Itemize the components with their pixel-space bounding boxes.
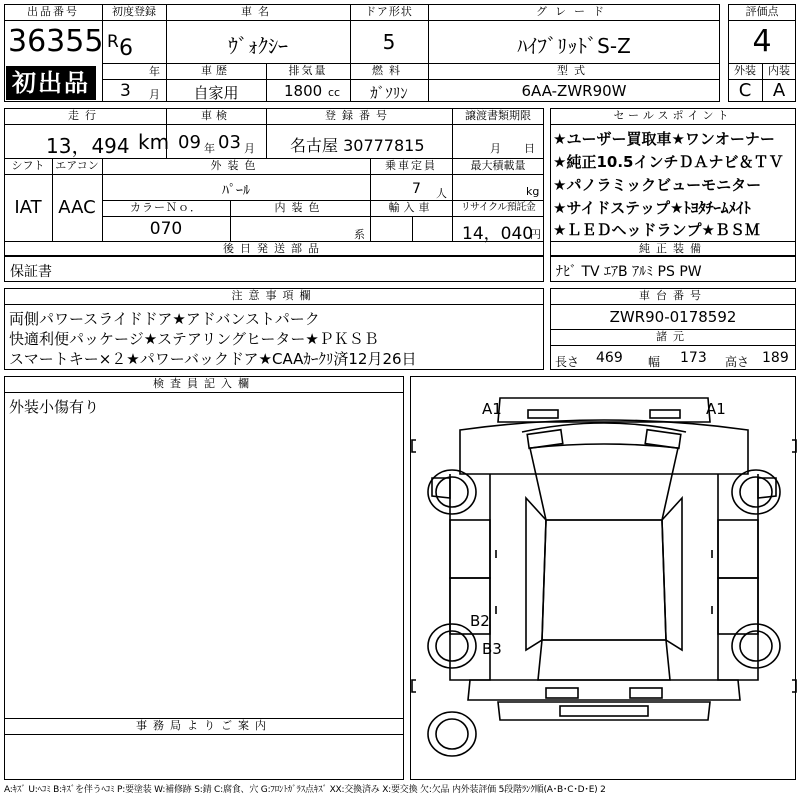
reg-number-label: 登録番号	[325, 109, 393, 122]
listing-label: 出品番号	[27, 5, 79, 18]
capacity-unit: 人	[436, 187, 447, 200]
score-label: 評価点	[745, 5, 779, 18]
first-reg-era: R	[107, 32, 119, 52]
mileage-label: 走行	[68, 109, 102, 122]
sales-point-2: ★純正10.5インチＤＡナビ＆ＴＶ	[553, 153, 784, 171]
grade-label: グレード	[536, 5, 612, 18]
later-parts-label: 後日発送部品	[223, 242, 325, 255]
ext-color-label: 外装色	[210, 159, 262, 172]
shift-label: シフト	[11, 159, 45, 172]
inspection-year-unit: 年	[204, 142, 215, 155]
transfer-day-unit: 日	[524, 142, 535, 155]
door-value: 5	[382, 30, 396, 54]
sales-point-1: ★ユーザー買取車★ワンオーナー	[553, 130, 775, 148]
car-damage-diagram	[410, 380, 798, 768]
damage-mark-a1-right: A1	[706, 400, 726, 418]
displacement-label: 排気量	[288, 64, 328, 77]
notes-line-3: スマートキー×２★パワーバックドア★CAAｶｰｸﾘ済12月26日	[9, 350, 417, 368]
damage-mark-b3: B3	[482, 640, 502, 658]
capacity-value: 7	[412, 181, 421, 197]
later-parts-value: 保証書	[10, 264, 52, 280]
height-label: 高さ	[725, 355, 750, 369]
damage-mark-b2: B2	[470, 612, 490, 630]
inspector-value: 外装小傷有り	[9, 398, 100, 416]
model-value: 6AA-ZWR90W	[521, 82, 627, 100]
chassis-value: ZWR90-0178592	[609, 308, 737, 326]
damage-mark-a1-left: A1	[482, 400, 502, 418]
interior-grade-label: 内装	[768, 64, 790, 77]
score-value: 4	[752, 24, 772, 59]
width-label: 幅	[648, 355, 661, 369]
color-no-value: 070	[149, 219, 183, 239]
aircon-label: エアコン	[55, 159, 99, 172]
car-name-value: ｳﾞｫｸｼｰ	[228, 34, 288, 58]
first-listing-badge: 初出品	[6, 66, 96, 100]
max-load-label: 最大積載量	[470, 159, 526, 172]
sales-points-label: セールスポイント	[613, 109, 733, 122]
recycle-label: リサイクル預託金	[460, 202, 536, 213]
recycle-unit: 円	[530, 228, 541, 241]
max-load-unit: kg	[526, 185, 540, 198]
int-color-label: 内装色	[274, 201, 326, 214]
inspection-month: 03	[218, 132, 241, 153]
first-reg-label: 初度登録	[112, 5, 156, 18]
inspection-month-unit: 月	[244, 142, 255, 155]
first-reg-year: 6	[119, 36, 133, 61]
import-label: 輸入車	[388, 201, 434, 214]
history-label: 車歴	[201, 64, 231, 77]
car-name-label: 車名	[241, 5, 275, 18]
displacement-unit: cc	[328, 86, 341, 99]
exterior-grade-label: 外装	[734, 64, 756, 77]
inspection-year: 09	[178, 132, 201, 153]
std-equipment-label: 純正装備	[639, 242, 707, 255]
reg-number-value: 名古屋 30777815	[290, 136, 425, 155]
notes-line-1: 両側パワースライドドア★アドバンストパーク	[9, 310, 320, 328]
length-label: 長さ	[555, 355, 580, 369]
fuel-label: 燃料	[372, 64, 406, 77]
first-reg-month: 3	[120, 81, 131, 101]
width-value: 173	[680, 350, 707, 366]
recycle-value: 14，040	[462, 224, 534, 244]
displacement-value: 1800	[284, 82, 323, 100]
exterior-grade-value: C	[738, 80, 752, 101]
interior-grade-value: A	[772, 80, 786, 101]
aircon-value: AAC	[58, 197, 96, 218]
first-reg-month-unit: 月	[149, 88, 160, 101]
sales-point-3: ★パノラミックビューモニター	[553, 176, 762, 194]
height-value: 189	[762, 350, 789, 366]
inspection-label: 車検	[201, 109, 231, 122]
std-equipment-value: ﾅﾋﾞ TV ｴｱB ｱﾙﾐ PS PW	[556, 264, 702, 280]
mileage-unit: km	[138, 130, 170, 154]
office-label: 事務局よりご案内	[136, 719, 272, 732]
transfer-month-unit: 月	[490, 142, 501, 155]
notes-label: 注意事項欄	[231, 289, 317, 302]
color-no-label: カラーＮｏ．	[130, 201, 202, 214]
notes-line-2: 快適利便パッケージ★ステアリングヒーター★ＰＫＳＢ	[9, 330, 379, 348]
damage-legend: A:ｷｽﾞ U:ﾍｺﾐ B:ｷｽﾞを伴うﾍｺﾐ P:要塗装 W:補修跡 S:錆 C:腐食、穴 G:ﾌﾛﾝﾄｶﾞﾗｽ点ｷｽﾞ XX:交換済み X:要交換 欠:欠品 内外装評価 5段階ﾗﾝｸ順(A･B･C･D･E) 2	[4, 785, 606, 795]
fuel-value: ｶﾞｿﾘﾝ	[370, 84, 408, 102]
first-reg-year-unit: 年	[149, 65, 160, 78]
door-label: ドア形状	[365, 5, 413, 18]
sales-point-5: ★ＬＥＤヘッドランプ★ＢＳＭ	[553, 221, 760, 239]
grade-value: ﾊｲﾌﾞﾘｯﾄﾞS-Z	[517, 34, 631, 58]
sales-point-4: ★サイドステップ★ﾄﾖﾀﾁｰﾑﾒｲﾄ	[553, 199, 751, 217]
inspector-label: 検査員記入欄	[153, 377, 255, 390]
listing-number: 36355	[8, 24, 104, 59]
length-value: 469	[596, 350, 623, 366]
transfer-label: 譲渡書類期限	[465, 109, 531, 122]
chassis-label: 車台番号	[639, 289, 707, 302]
later-parts-value-frame	[4, 256, 544, 282]
ext-color-value: ﾊﾟｰﾙ	[222, 183, 250, 199]
int-color-unit: 系	[354, 228, 365, 241]
model-label: 型式	[557, 64, 591, 77]
mileage-value: 13，494	[46, 134, 130, 158]
history-value: 自家用	[193, 84, 239, 102]
capacity-label: 乗車定員	[385, 159, 437, 172]
specs-label: 諸元	[656, 330, 690, 343]
shift-value: IAT	[14, 197, 42, 218]
